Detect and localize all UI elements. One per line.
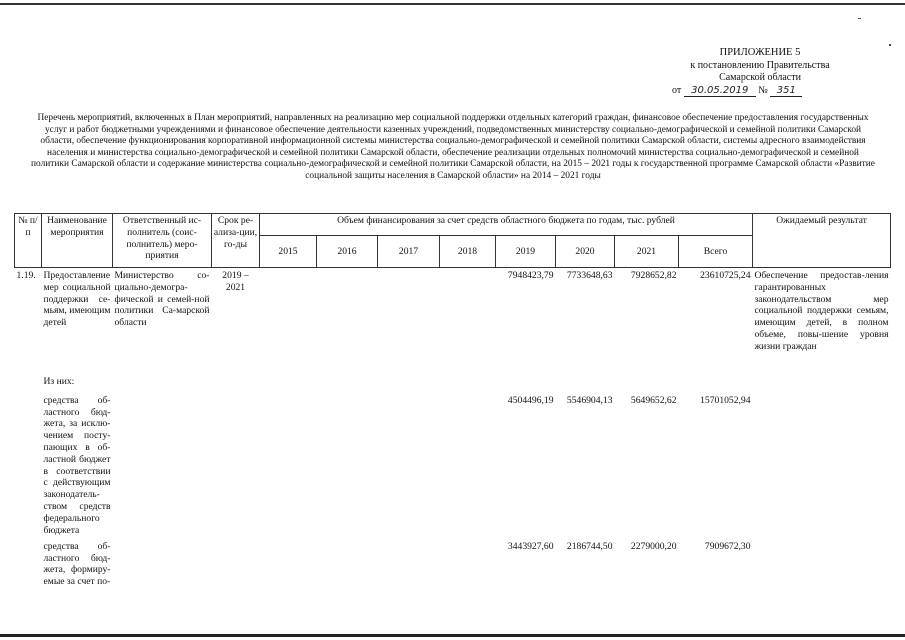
sub-row-name: средства об-ластного бюд-жета, за исклю-чением посту-пающих в об-ластной бюджет в соответствии с действующим законодатель-ством средств федерального бюджета [43, 394, 111, 536]
cell-2020: 7733648,63 [566, 270, 613, 281]
header-funding: Объем финансирования за счет средств областного бюджета по годам, тыс. рублей [260, 214, 753, 236]
bottom-rule [0, 634, 905, 637]
header-year-2019: 2019 [496, 236, 556, 268]
table-row-sub [15, 390, 891, 539]
cell-2020: 5546904,13 [566, 394, 613, 406]
header-year-2020: 2020 [556, 236, 615, 268]
cell-2016 [317, 390, 378, 539]
row-name: Предоставление мер социальной поддержки се-мьям, имеющим детей [43, 270, 111, 329]
header-year-2021: 2021 [615, 236, 679, 268]
cell-2019: 3443927,60 [507, 540, 554, 552]
cell-2015 [260, 539, 317, 590]
header-name: Наименование мероприятия [42, 214, 113, 268]
header-result: Ожидаемый результат [753, 214, 891, 268]
header-total: Всего [679, 236, 753, 268]
cell-2021: 2279000,20 [630, 540, 677, 552]
row-result: Обеспечение предостав-ления гарантированных законодательством мер социальной поддержки семьям, имеющим детей, в полном объеме, повы-шение уровня жизни граждан [754, 270, 889, 352]
handwritten-number: 351 [770, 85, 802, 97]
header-term: Срок ре-ализа-ции, го-ды [212, 214, 260, 268]
header-year-2018: 2018 [440, 236, 496, 268]
row-term: 2019 – 2021 [222, 270, 249, 293]
cell-total: 23610725,24 [700, 270, 751, 281]
appendix-line1: к постановлению Правительства [690, 59, 830, 71]
cell-2021: 5649652,62 [630, 394, 677, 406]
of-which-label: Из них: [43, 376, 75, 387]
header-responsible: Ответственный ис-полнитель (соис-полнитель) меро-приятия [113, 214, 212, 268]
sub-row-name: средства об-ластного бюд-жета, формиру-емые за счет по- [43, 540, 111, 588]
appendix-line2: Самарской области [719, 72, 801, 83]
row-responsible: Министерство со-циально-демогра-фической и семей-ной политики Са-марской области [114, 270, 210, 329]
cell-total: 7909672,30 [704, 540, 751, 552]
header-year-2015: 2015 [260, 236, 317, 268]
cell-2018 [440, 268, 496, 377]
top-rule [0, 3, 905, 5]
header-num: № п/п [15, 214, 42, 268]
cell-2016 [317, 539, 378, 590]
date-prefix: от [672, 84, 682, 96]
cell-2017 [378, 390, 440, 539]
cell-2018 [440, 539, 496, 590]
header-year-2016: 2016 [317, 236, 378, 268]
appendix-title: ПРИЛОЖЕНИЕ 5 [719, 47, 801, 58]
cell-total: 15701052,94 [700, 394, 751, 406]
document-title: Перечень мероприятий, включенных в План мероприятий, направленных на реализацию мер социальной поддержки отдельных категорий граждан, финансовое обеспечение предоставления государственных услуг и работ бюджетными учреждениями и финансовое обеспечение деятельности казенных учреждений, подведомственных министерству социально-демографической и семейной политики Самарской области, обеспечение функционирования корпоративной информационной системы министерства социально-демографической и семейной политики Самарской области, системы адресного взаимодействия населения и министерства социально-демографической и семейной политики Самарской области, обеспечение реализации отдельных полномочий министерства социально-демографической и семейной политики Самарской области и содержание министерства социально-демографической и семейной политики Самарской области, на 2015 – 2021 годы к государственной программе Самарской области «Развитие социальной защиты населения в Самарской области» на 2014 – 2021 годы [31, 113, 875, 181]
cell-2016 [317, 268, 378, 377]
table-row-main [15, 268, 891, 377]
number-prefix: № [758, 84, 768, 96]
table-row-sub [15, 539, 891, 590]
cell-2015 [260, 268, 317, 377]
header-year-2017: 2017 [378, 236, 440, 268]
cell-2019: 7948423,79 [507, 270, 554, 281]
cell-2017 [378, 268, 440, 377]
appendix-dateline [660, 85, 860, 98]
handwritten-date: 30.05.2019 [684, 85, 756, 97]
cell-2019: 4504496,19 [507, 394, 554, 406]
appendix-block [660, 47, 860, 97]
scan-speck [889, 44, 891, 46]
cell-2021: 7928652,82 [630, 270, 677, 281]
cell-2018 [440, 390, 496, 539]
measures-table [14, 213, 891, 590]
table-row-of-which [15, 376, 891, 390]
row-num: 1.19. [16, 270, 36, 281]
cell-2017 [378, 539, 440, 590]
cell-2020: 2186744,50 [566, 540, 613, 552]
cell-2015 [260, 390, 317, 539]
scan-speck [858, 18, 861, 19]
